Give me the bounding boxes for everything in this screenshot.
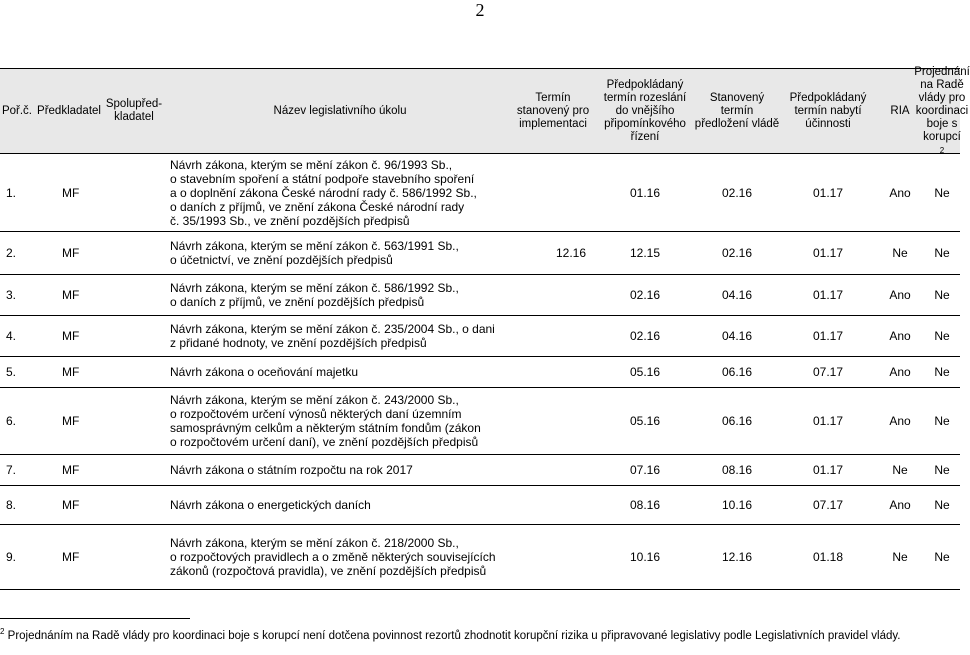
table-row — [0, 154, 960, 232]
row-ria: Ano — [889, 365, 911, 379]
row-korupce: Ne — [934, 365, 950, 379]
table-row — [0, 388, 960, 455]
row-ria: Ano — [889, 288, 911, 302]
row-termin-predlozeni: 04.16 — [721, 288, 753, 302]
row-number: 5. — [6, 365, 17, 379]
row-number: 8. — [6, 498, 17, 512]
row-nazev-line: zákonů (rozpočtová pravidla), ve znění pozdějších předpisů — [170, 564, 487, 578]
row-predkladatel: MF — [62, 498, 80, 512]
row-termin-rozeslani: 02.16 — [629, 288, 661, 302]
table-header — [0, 65, 970, 155]
row-termin-predlozeni: 02.16 — [721, 246, 753, 260]
footnote-text: Projednáním na Radě vlády pro koordinaci boje s korupcí není dotčena povinnost rezortů zhodnotit korupční rizika u připravované legislativy podle Legislativních pravidel vlády. — [7, 629, 901, 642]
row-predkladatel: MF — [62, 246, 80, 260]
row-number: 2. — [6, 246, 17, 260]
row-termin-rozeslani: 08.16 — [629, 498, 661, 512]
table-row — [0, 525, 960, 590]
row-termin-rozeslani: 05.16 — [629, 414, 661, 428]
row-termin-predlozeni: 10.16 — [721, 498, 753, 512]
row-predkladatel: MF — [62, 365, 80, 379]
row-termin-ucinnosti: 01.18 — [812, 550, 844, 564]
row-nazev-line: samosprávným celkům a některým státním fondům (zákon — [170, 421, 481, 435]
row-nazev-line: o stavebním spoření a státní podpoře stavebního spoření — [170, 171, 475, 186]
header-nazev: Název legislativního úkolu — [273, 104, 407, 117]
row-predkladatel: MF — [62, 550, 80, 564]
row-nazev-line: Návrh zákona, kterým se mění zákon č. 218/2000 Sb., — [170, 536, 459, 550]
row-nazev-line: a o doplnění zákona České národní rady č. 586/1992 Sb., — [170, 185, 477, 200]
row-predkladatel: MF — [62, 329, 80, 343]
row-nazev-line: Návrh zákona o oceňování majetku — [170, 365, 359, 379]
row-ria: Ne — [892, 463, 908, 477]
footnote-mark: 2 — [0, 627, 5, 636]
row-termin-rozeslani: 07.16 — [629, 463, 661, 477]
row-korupce: Ne — [934, 498, 950, 512]
row-korupce: Ne — [934, 246, 950, 260]
row-termin-ucinnosti: 01.17 — [812, 463, 844, 477]
row-predkladatel: MF — [62, 414, 80, 428]
row-nazev-line: Návrh zákona o státním rozpočtu na rok 2017 — [170, 463, 413, 477]
row-nazev-line: o rozpočtových pravidlech a o změně některých souvisejících — [170, 550, 496, 564]
row-termin-predlozeni: 06.16 — [721, 365, 753, 379]
row-korupce: Ne — [934, 414, 950, 428]
row-nazev-line: o rozpočtovém určení daní), ve znění pozdějších předpisů — [170, 435, 479, 449]
header-termin-ucinnosti: Předpokládaný termín nabytí účinnosti — [789, 91, 867, 130]
row-number: 3. — [6, 288, 17, 302]
row-korupce: Ne — [934, 329, 950, 343]
table-body — [0, 154, 960, 590]
row-nazev-line: č. 35/1993 Sb., ve znění pozdějších předpisů — [170, 213, 410, 228]
table-row — [0, 486, 960, 525]
row-korupce: Ne — [934, 288, 950, 302]
header-no: Poř.č. — [1, 104, 33, 117]
footnote-rule — [0, 618, 190, 619]
row-nazev-line: o účetnictví, ve znění pozdějších předpisů — [170, 253, 393, 267]
page-number: 2 — [475, 0, 485, 20]
table-row — [0, 275, 960, 316]
row-termin-ucinnosti: 01.17 — [812, 414, 844, 428]
row-ria: Ne — [892, 246, 908, 260]
row-termin-rozeslani: 05.16 — [629, 365, 661, 379]
row-termin-ucinnosti: 01.17 — [812, 185, 844, 200]
row-termin-predlozeni: 02.16 — [721, 185, 753, 200]
row-nazev-line: z přidané hodnoty, ve znění pozdějších předpisů — [170, 336, 427, 350]
row-termin-rozeslani: 10.16 — [629, 550, 661, 564]
row-nazev-line: Návrh zákona, kterým se mění zákon č. 243/2000 Sb., — [170, 393, 459, 407]
row-predkladatel: MF — [62, 463, 80, 477]
row-nazev — [164, 239, 510, 267]
row-nazev — [164, 463, 510, 477]
legislative-task-table — [0, 65, 970, 590]
table-row — [0, 232, 960, 275]
header-spolupredkladatel: Spolupřed-kladatel — [105, 98, 163, 123]
row-korupce: Ne — [934, 550, 950, 564]
row-nazev-line: o rozpočtovém určení výnosů některých daní územním — [170, 407, 462, 421]
row-termin-predlozeni: 08.16 — [721, 463, 753, 477]
row-nazev — [164, 393, 510, 449]
row-termin-ucinnosti: 01.17 — [812, 246, 844, 260]
row-termin-ucinnosti: 01.17 — [812, 329, 844, 343]
row-termin-implementace: 12.16 — [555, 246, 586, 260]
row-nazev-line: Návrh zákona, kterým se mění zákon č. 563/1991 Sb., — [170, 239, 459, 253]
row-termin-rozeslani: 02.16 — [629, 329, 661, 343]
row-termin-predlozeni: 12.16 — [721, 550, 753, 564]
row-termin-rozeslani: 12.15 — [629, 246, 661, 260]
row-termin-rozeslani: 01.16 — [629, 185, 661, 200]
table-row — [0, 316, 960, 357]
header-predkladatel: Předkladatel — [37, 104, 101, 117]
row-korupce: Ne — [934, 463, 950, 477]
row-number: 1. — [6, 185, 17, 200]
row-ria: Ano — [889, 329, 911, 343]
row-termin-predlozeni: 06.16 — [721, 414, 753, 428]
table-row — [0, 455, 960, 486]
row-predkladatel: MF — [62, 185, 80, 200]
row-termin-predlozeni: 04.16 — [721, 329, 753, 343]
header-termin-predlozeni: Stanovený termín předložení vládě — [694, 91, 780, 130]
row-number: 7. — [6, 463, 17, 477]
row-number: 6. — [6, 414, 17, 428]
header-termin-rozeslani: Předpokládaný termín rozeslání do vnějšího připomínkového řízení — [603, 78, 687, 143]
row-nazev — [164, 498, 510, 512]
header-termin-implementace: Termín stanovený pro implementaci — [516, 91, 590, 130]
row-ria: Ano — [889, 498, 911, 512]
footnote — [0, 625, 960, 643]
row-nazev — [164, 365, 510, 379]
row-number: 9. — [6, 550, 17, 564]
row-number: 4. — [6, 329, 17, 343]
header-korupce — [914, 65, 970, 155]
row-termin-ucinnosti: 01.17 — [812, 288, 844, 302]
row-termin-ucinnosti: 07.17 — [812, 365, 844, 379]
row-nazev-line: o daních z příjmů, ve znění pozdějších předpisů — [170, 295, 425, 309]
table-row — [0, 357, 960, 388]
header-korupce-sup: 2 — [939, 145, 945, 155]
row-nazev — [164, 322, 510, 350]
row-nazev-line: o daních z příjmů, ve znění zákona České národní rady — [170, 199, 465, 214]
row-nazev-line: Návrh zákona, kterým se mění zákon č. 235/2004 Sb., o dani — [170, 322, 495, 336]
row-termin-ucinnosti: 07.17 — [812, 498, 844, 512]
header-ria: RIA — [890, 104, 910, 117]
row-korupce: Ne — [934, 185, 950, 200]
row-nazev-line: Návrh zákona o energetických daních — [170, 498, 371, 512]
row-nazev — [164, 536, 510, 578]
row-predkladatel: MF — [62, 288, 80, 302]
row-nazev-line: Návrh zákona, kterým se mění zákon č. 96/1993 Sb., — [170, 157, 453, 172]
row-ria: Ano — [889, 185, 911, 200]
row-nazev — [164, 158, 510, 228]
row-nazev-line: Návrh zákona, kterým se mění zákon č. 586/1992 Sb., — [170, 281, 459, 295]
row-ria: Ano — [889, 414, 911, 428]
row-ria: Ne — [892, 550, 908, 564]
row-nazev — [164, 281, 510, 309]
header-korupce-text: Projednání na Radě vlády pro koordinaci boje s korupcí — [914, 65, 970, 143]
